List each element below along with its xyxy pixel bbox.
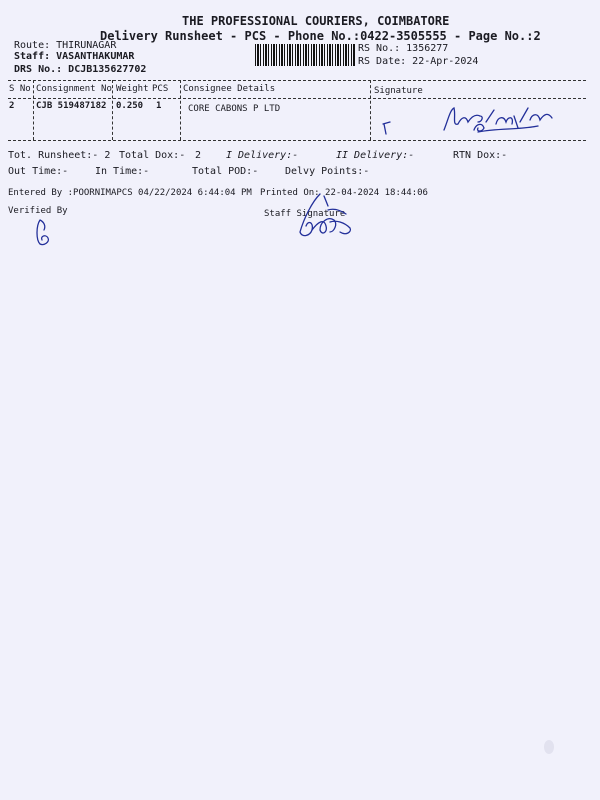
col-header-sno: S No — [9, 84, 31, 94]
row-consignment-no: CJB 519487182 — [36, 101, 107, 111]
row-weight: 0.250 — [116, 101, 144, 111]
col-divider — [370, 80, 371, 140]
ii-delivery: II Delivery:- — [336, 150, 415, 161]
col-divider — [33, 80, 34, 140]
receiver-signature — [378, 102, 568, 138]
company-title: THE PROFESSIONAL COURIERS, COIMBATORE — [182, 14, 450, 28]
drs-number: DRS No.: DCJB135627702 — [14, 64, 147, 75]
col-divider — [180, 80, 181, 140]
total-dox-label: Total Dox:- — [119, 150, 186, 161]
barcode — [255, 44, 355, 66]
in-time: In Time:- — [95, 166, 150, 177]
table-top-rule — [8, 80, 586, 81]
total-dox-value: 2 — [195, 150, 202, 161]
verifier-initials — [30, 216, 60, 248]
tot-runsheet: Tot. Runsheet:- 2 — [8, 150, 111, 161]
delvy-points: Delvy Points:- — [285, 166, 370, 177]
verified-by-label: Verified By — [8, 206, 68, 216]
rtn-dox: RTN Dox:- — [453, 150, 508, 161]
table-header-rule — [8, 98, 586, 99]
rs-number: RS No.: 1356277 — [358, 43, 449, 54]
runsheet-subtitle: Delivery Runsheet - PCS - Phone No.:0422-3505555 - Page No.:2 — [100, 29, 541, 43]
row-consignee: CORE CABONS P LTD — [188, 104, 281, 114]
staff-label: Staff: VASANTHAKUMAR — [14, 51, 135, 62]
col-header-consignment: Consignment No — [36, 84, 112, 94]
rs-date: RS Date: 22-Apr-2024 — [358, 56, 479, 67]
total-pod: Total POD:- — [192, 166, 259, 177]
paper-smudge — [544, 740, 554, 754]
route-label: Route: THIRUNAGAR — [14, 40, 117, 51]
entered-by: Entered By :POORNIMAPCS 04/22/2024 6:44:04 PM — [8, 188, 252, 198]
col-divider — [112, 80, 113, 140]
out-time: Out Time:- — [8, 166, 69, 177]
col-header-signature: Signature — [374, 86, 423, 96]
staff-signature — [290, 192, 360, 242]
row-pcs: 1 — [156, 101, 162, 111]
col-header-weight: Weight — [116, 84, 149, 94]
table-bottom-rule — [8, 140, 586, 141]
col-header-pcs: PCS — [152, 84, 169, 94]
col-header-consignee: Consignee Details — [183, 84, 276, 94]
row-sno: 2 — [9, 101, 15, 111]
printed-on: Printed On: 22-04-2024 18:44:06 — [260, 188, 428, 198]
staff-signature-label: Staff Signature — [264, 209, 346, 219]
i-delivery: I Delivery:- — [226, 150, 299, 161]
